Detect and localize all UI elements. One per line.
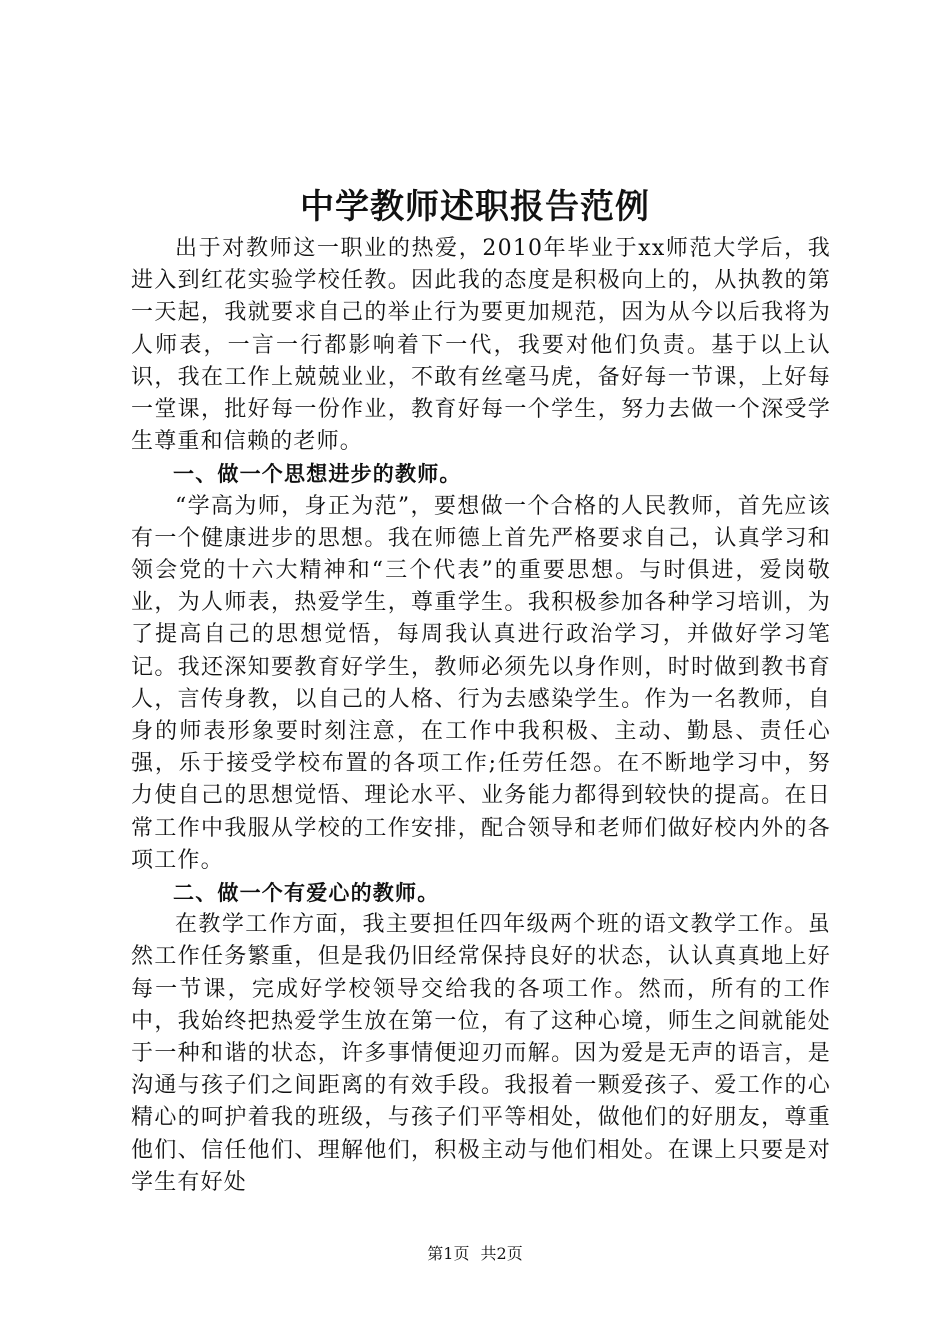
document-title: 中学教师述职报告范例 [300,187,650,227]
section-heading-1: 一、做一个思想进步的教师。 [173,462,462,487]
section-heading-2: 二、做一个有爱心的教师。 [173,881,440,906]
page-total: 共2页 [480,1244,523,1263]
paragraph-section-2: 在教学工作方面，我主要担任四年级两个班的语文教学工作。虽然工作任务繁重，但是我仍旧经常保持良好的状态，认认真真地上好每一节课，完成好学校领导交给我的各项工作。然而，所有的工作中，我始终把热爱学生放在第一位，有了这种心境，师生之间就能处于一种和谐的状态，许多事情便迎刃而解。因为爱是无声的语言，是沟通与孩子们之间距离的有效手段。我报着一颗爱孩子、爱工作的心精心的呵护着我的班级，与孩子们平等相处，做他们的好朋友，尊重他们、信任他们、理解他们，积极主动与他们相处。在课上只要是对学生有好处 [131,912,831,1195]
document-body [131,233,831,1199]
page-number: 第1页 [427,1244,470,1263]
paragraph-intro: 出于对教师这一职业的热爱，2010年毕业于xx师范大学后，我进入到红花实验学校任教。因此我的态度是积极向上的，从执教的第一天起，我就要求自己的举止行为要更加规范，因为从今以后我将为人师表，一言一行都影响着下一代，我要对他们负责。基于以上认识，我在工作上兢兢业业，不敢有丝毫马虎，备好每一节课，上好每一堂课，批好每一份作业，教育好每一个学生，努力去做一个深受学生尊重和信赖的老师。 [131,236,831,455]
page-footer [0,1243,950,1265]
paragraph-section-1: “学高为师，身正为范”，要想做一个合格的人民教师，首先应该有一个健康进步的思想。我在师德上首先严格要求自己，认真学习和领会党的十六大精神和“三个代表”的重要思想。与时俱进，爱岗敬业，为人师表，热爱学生，尊重学生。我积极参加各种学习培训，为了提高自己的思想觉悟，每周我认真进行政治学习，并做好学习笔记。我还深知要教育好学生，教师必须先以身作则，时时做到教书育人，言传身教，以自己的人格、行为去感染学生。作为一名教师，自身的师表形象要时刻注意，在工作中我积极、主动、勤恳、责任心强，乐于接受学校布置的各项工作;任劳任怨。在不断地学习中，努力使自己的思想觉悟、理论水平、业务能力都得到较快的提高。在日常工作中我服从学校的工作安排，配合领导和老师们做好校内外的各项工作。 [131,493,831,873]
